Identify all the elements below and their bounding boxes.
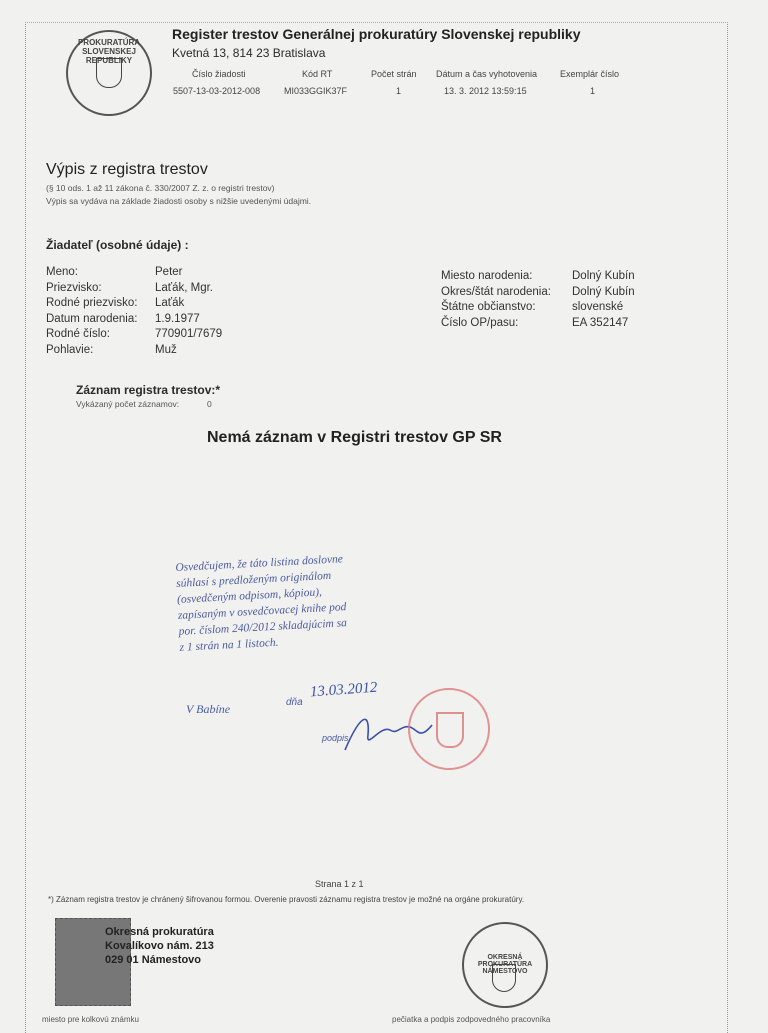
applicant-heading: Žiadateľ (osobné údaje) : [46,238,189,252]
field-value: EA 352147 [572,316,629,329]
cert-place: V Babíne [186,702,231,716]
col-value: MI033GGIK37F [284,86,348,96]
field-label: Rodné číslo: [46,328,110,340]
field-value: 1.9.1977 [155,312,200,325]
cert-line: (osvedčeným odpisom, kópiou), [176,586,323,606]
right-caption: pečiatka a podpis zodpovedného pracovníka [392,1015,551,1024]
field-value: 770901/7679 [155,328,223,340]
footnote: *) Záznam registra trestov je chránený šifrovanou formou. Overenie pravosti záznamu registra trestov je možné na orgáne prokuratúry. [48,895,525,904]
left-caption: miesto pre kolkovú známku [42,1015,139,1024]
field-label: Datum narodenia: [46,312,138,325]
cert-signature-label: podpis [322,733,349,743]
issue-note: Výpis sa vydáva na základe žiadosti osoby s nižšie uvedenými údajmi. [46,196,312,206]
field-value: slovenské [572,301,624,313]
cert-line: Osvedčujem, že táto listina doslovne [175,553,344,574]
col-value: 1 [590,86,596,96]
field-label: Číslo OP/pasu: [441,316,519,329]
registry-address: Kvetná 13, 814 23 Bratislava [172,46,326,60]
col-label: Exemplár číslo [560,69,620,79]
office-stamp [105,925,214,967]
registry-title: Register trestov Generálnej prokuratúry Slovenskej republiky [172,26,581,42]
field-label: Štátne občianstvo: [441,301,536,313]
field-label: Miesto narodenia: [441,270,533,282]
seal-text: PROKURATÚRA SLOVENSKEJ REPUBLIKY [77,38,141,65]
col-label: Dátum a čas vyhotovenia [436,69,538,79]
field-value: Dolný Kubín [572,285,635,298]
office-stamp-line: Okresná prokuratúra [105,926,214,938]
field-label: Rodné priezvisko: [46,297,138,309]
col-value: 5507-13-03-2012-008 [173,86,261,96]
col-label: Kód RT [302,69,333,79]
cert-date-label: dňa [286,697,303,708]
coat-of-arms-icon [96,58,122,88]
field-value: Laťák [155,297,185,309]
municipal-red-seal [408,688,490,770]
field-label: Meno: [46,266,78,278]
round-stamp-text: OKRESNÁ PROKURATÚRA NÁMESTOVO [477,954,533,975]
field-label: Pohlavie: [46,343,94,356]
field-value: Laťák, Mgr. [155,281,214,294]
cert-line: zapísaným v osvedčovacej knihe pod [177,601,347,622]
cert-line: por. číslom 240/2012 skladajúcim sa [178,617,348,638]
col-value: 13. 3. 2012 13:59:15 [444,86,527,96]
document-title: Výpis z registra trestov [46,161,208,178]
office-stamp-line: 029 01 Námestovo [105,954,201,966]
field-value: Dolný Kubín [572,270,635,282]
col-label: Počet strán [371,69,417,79]
record-count: 0 [207,399,212,409]
prosecutor-seal [66,30,152,116]
prosecutor-office-round-stamp [462,922,548,1008]
record-count-label: Vykázaný počet záznamov: [76,399,180,409]
cert-date: 13.03.2012 [309,679,378,701]
page-number: Strana 1 z 1 [315,879,364,889]
col-value: 1 [396,86,402,96]
record-heading: Záznam registra trestov:* [76,383,221,397]
field-label: Okres/štát narodenia: [441,285,551,298]
coat-of-arms-icon [492,964,516,992]
field-value: Muž [155,343,177,356]
legal-reference: (§ 10 ods. 1 až 11 zákona č. 330/2007 Z. z. o registri trestov) [46,183,275,193]
cert-line: z 1 strán na 1 listoch. [179,636,279,654]
record-result: Nemá záznam v Registri trestov GP SR [207,429,502,446]
certification-stamp [175,551,348,656]
col-label: Číslo žiadosti [192,69,246,79]
cert-line: súhlasí s predloženým originálom [175,569,332,590]
field-value: Peter [155,266,183,278]
field-label: Priezvisko: [46,281,102,294]
office-stamp-line: Kovalíkovo nám. 213 [105,940,214,952]
